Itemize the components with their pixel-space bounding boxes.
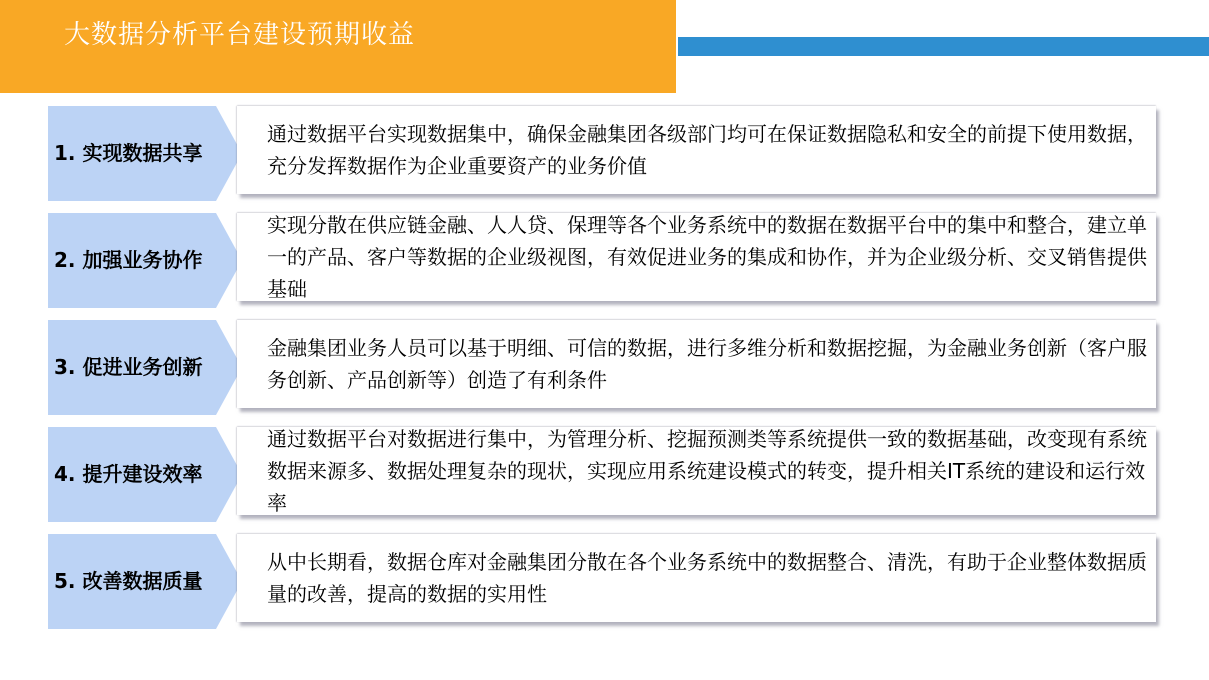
- benefit-label: 1. 实现数据共享: [54, 141, 203, 165]
- benefit-label: 4. 提升建设效率: [54, 462, 203, 486]
- benefit-description-container: [267, 534, 1147, 622]
- benefit-description-box: [237, 427, 1156, 515]
- benefit-description-container: [267, 106, 1147, 194]
- benefit-description: 通过数据平台实现数据集中，确保金融集团各级部门均可在保证数据隐私和安全的前提下使用数据，充分发挥数据作为企业重要资产的业务价值: [267, 122, 1147, 178]
- benefit-label: 5. 改善数据质量: [54, 569, 203, 593]
- benefit-row-business-innovation: [48, 320, 1164, 415]
- benefit-label: 3. 促进业务创新: [54, 355, 203, 379]
- benefit-row-business-collaboration: [48, 213, 1164, 308]
- benefit-description: 从中长期看，数据仓库对金融集团分散在各个业务系统中的数据整合、清洗，有助于企业整体数据质量的改善，提高的数据的实用性: [267, 550, 1147, 606]
- benefit-description-box: [237, 213, 1156, 301]
- header-stripe: [678, 37, 1209, 56]
- benefit-description-box: [237, 534, 1156, 622]
- benefit-description-box: [237, 106, 1156, 194]
- benefit-description: 实现分散在供应链金融、人人贷、保理等各个业务系统中的数据在数据平台中的集中和整合，建立单一的产品、客户等数据的企业级视图，有效促进业务的集成和协作，并为企业级分析、交叉销售提供基础: [267, 213, 1147, 301]
- benefit-row-construction-efficiency: [48, 427, 1164, 522]
- benefit-row-data-quality: [48, 534, 1164, 629]
- benefit-row-data-sharing: [48, 106, 1164, 201]
- benefit-description: 通过数据平台对数据进行集中，为管理分析、挖掘预测类等系统提供一致的数据基础，改变现有系统数据来源多、数据处理复杂的现状，实现应用系统建设模式的转变，提升相关IT系统的建设和运行效率: [267, 427, 1147, 515]
- benefit-description-container: [267, 427, 1147, 515]
- page-title: 大数据分析平台建设预期收益: [64, 20, 416, 50]
- header-block: [0, 0, 676, 93]
- benefit-description: 金融集团业务人员可以基于明细、可信的数据，进行多维分析和数据挖掘，为金融业务创新（客户服务创新、产品创新等）创造了有利条件: [267, 336, 1147, 392]
- benefit-description-box: [237, 320, 1156, 408]
- benefit-list: [48, 106, 1164, 641]
- benefit-description-container: [267, 213, 1147, 301]
- benefit-label: 2. 加强业务协作: [54, 248, 203, 272]
- benefit-description-container: [267, 320, 1147, 408]
